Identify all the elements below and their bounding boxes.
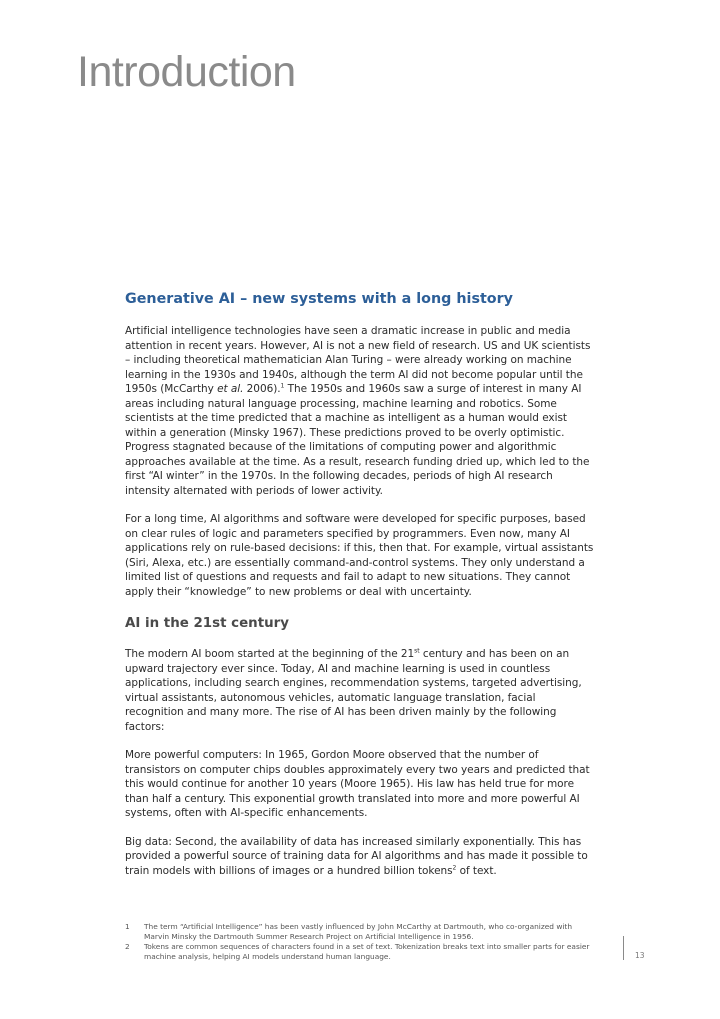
paragraph-ai-boom (125, 647, 595, 734)
paragraph-text: century and has been on an upward trajectory ever since. Today, AI and machine learning is used in countless applications, including search engines, recommendation systems, targeted advertising, virtual assistants, autonomous vehicles, automatic language translation, facial recognition and many more. The rise of AI has been driven mainly by the following factors: (125, 648, 582, 733)
paragraph-text: The modern AI boom started at the beginning of the 21 (125, 648, 415, 660)
page-title: Introduction (77, 48, 296, 96)
footnote-2 (125, 942, 595, 962)
paragraph-text: 2006). (243, 383, 281, 395)
paragraph-powerful-computers: More powerful computers: In 1965, Gordon Moore observed that the number of transistors on computer chips doubles approximately every two years and predicted that this would continue for another 10 years (Moore 1965). His law has held true for more than half a century. This exponential growth translated into more and more powerful AI systems, often with AI-specific enhancements. (125, 749, 590, 819)
paragraph-big-data (125, 835, 595, 879)
page-number-divider (623, 936, 624, 960)
paragraph-text: Big data: Second, the availability of data has increased similarly exponentially. This has provided a powerful source of training data for AI algorithms and has made it possible to train models with billions of images or a hundred billion tokens (125, 835, 588, 877)
paragraph-rule-based-ai: For a long time, AI algorithms and software were developed for specific purposes, based on clear rules of logic and parameters specified by programmers. Even now, many AI applications rely on rule-based decisions: if this, then that. For example, virtual assistants (Siri, Alexa, etc.) are essentially command-and-control systems. They only understand a limited list of questions and requests and fail to adapt to new situations. They cannot apply their “knowledge” to new problems or deal with uncertainty. (125, 513, 594, 598)
footnote-ref-1[interactable]: 1 (280, 382, 285, 390)
footnote-number: 1 (125, 922, 130, 931)
footnote-1 (125, 922, 595, 942)
paragraph-text: The 1950s and 1960s saw a surge of interest in many AI areas including natural language processing, machine learning and robotics. Some scientists at the time predicted that a machine as intelligent as a human would exist within a generation (Minsky 1967). These predictions proved to be overly optimistic. Progress stagnated because of the limitations of computing power and algorithmic approaches available at the time. As a result, research funding dried up, which led to the first “AI winter” in the 1970s. In the following decades, periods of high AI research intensity alternated with periods of lower activity. (125, 383, 590, 497)
footnote-number: 2 (125, 942, 130, 951)
paragraph-ai-history (125, 324, 595, 498)
citation-et-al: et al. (217, 383, 244, 395)
footnotes (125, 922, 595, 962)
paragraph-text: Artificial intelligence technologies have seen a dramatic increase in public and media attention in recent years. However, AI is not a new field of research. US and UK scientists – including theoretical mathematician Alan Turing – were already working on machine learning in the 1930s and 1940s, although the term AI did not become popular until the 1950s (McCarthy (125, 325, 591, 395)
footnote-text: Tokens are common sequences of characters found in a set of text. Tokenization breaks text into smaller parts for easier machine analysis, helping AI models understand human language. (144, 942, 590, 961)
footnote-ref-2[interactable]: 2 (452, 864, 457, 871)
paragraph-text: of text. (456, 864, 497, 877)
section-heading-21st-century: AI in the 21st century (125, 616, 289, 631)
footnote-text: The term “Artificial Intelligence” has been vastly influenced by John McCarthy at Dartmouth, who co-organized with Marvin Minsky the Dartmouth Summer Research Project on Artificial Intelligence in 1956. (144, 922, 573, 941)
main-content (125, 288, 595, 892)
section-heading-generative-ai: Generative AI – new systems with a long history (125, 291, 513, 307)
ordinal-suffix: st (414, 647, 420, 655)
page-number: 13 (635, 951, 645, 960)
